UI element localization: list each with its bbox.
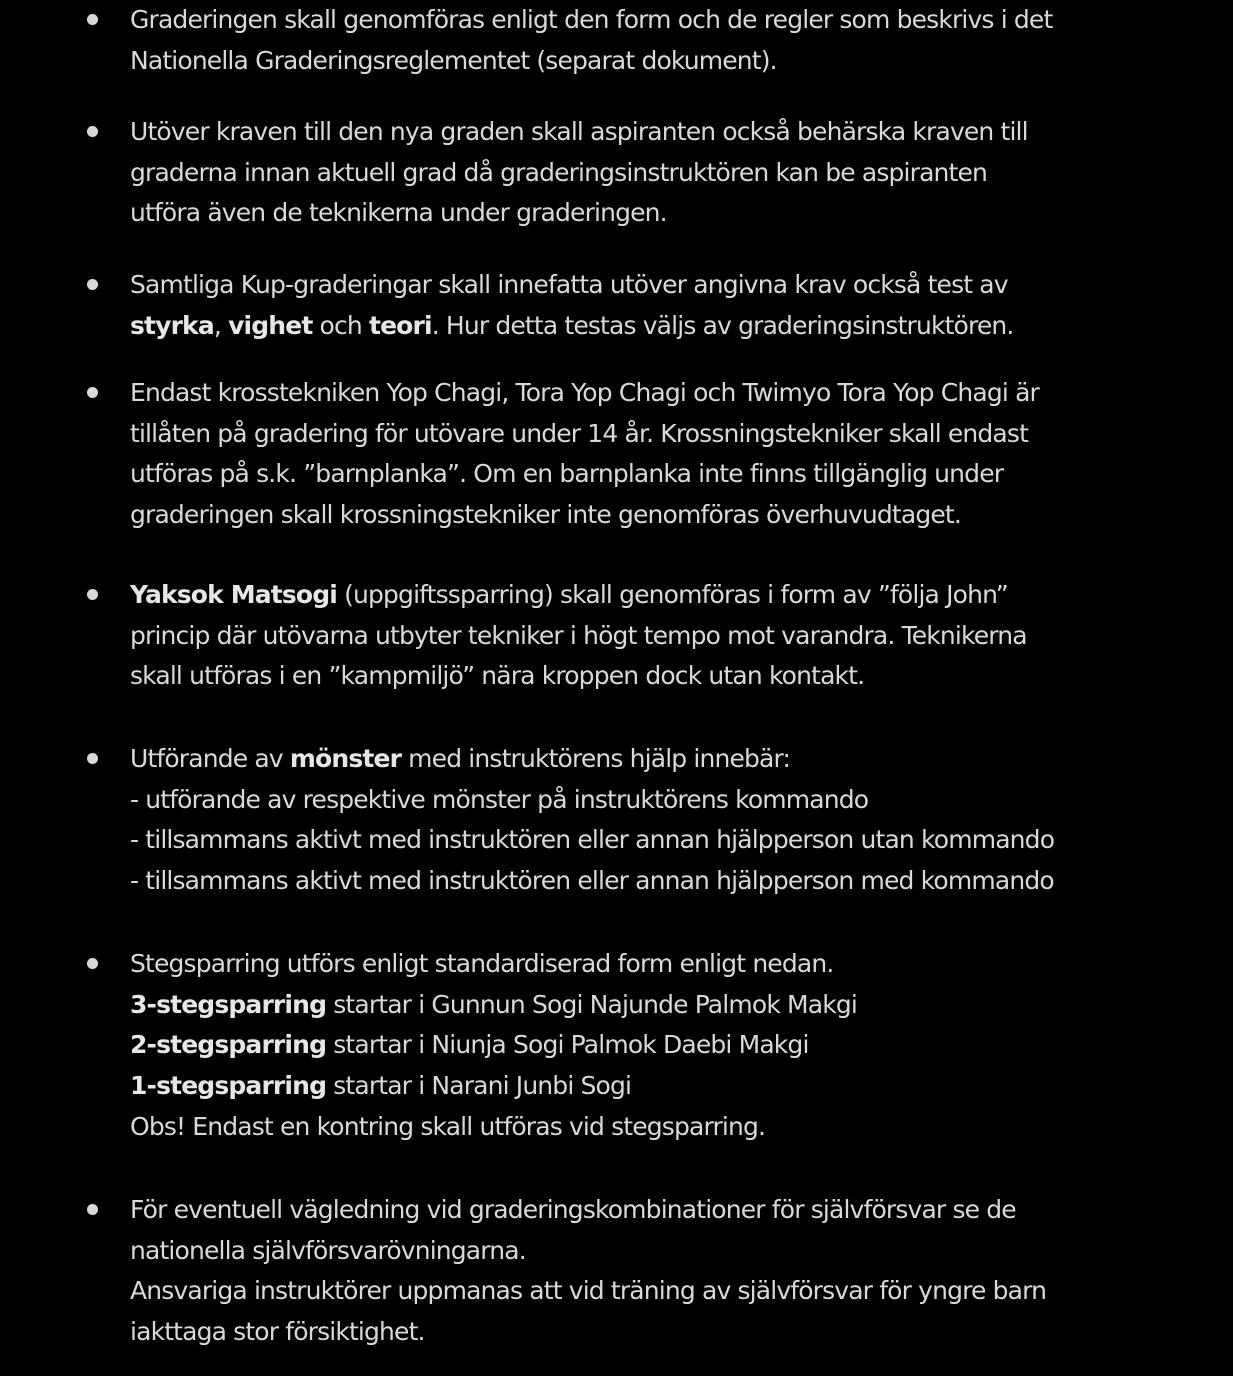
text-segment: iakttaga stor försiktighet. [130, 1317, 425, 1347]
text-line [130, 1066, 1220, 1107]
text-segment: , [213, 310, 229, 340]
text-line [130, 985, 1220, 1026]
text-line [130, 656, 1220, 697]
text-line [130, 1312, 1220, 1353]
bullet-dot-icon [87, 126, 98, 137]
text-line [130, 41, 1220, 82]
text-line [130, 373, 1220, 414]
bullet-dot-icon [87, 753, 98, 764]
bold-term: teori [368, 310, 432, 340]
text-segment: Endast krosstekniken Yop Chagi, Tora Yop Chagi och Twimyo Tora Yop Chagi är [130, 378, 1039, 407]
bullet-item [130, 112, 1220, 234]
bullet-item [130, 739, 1220, 902]
text-segment: . Hur detta testas väljs av graderingsinstruktören. [431, 310, 1014, 340]
bold-term: mönster [289, 744, 402, 773]
text-segment: graderna innan aktuell grad då graderingsinstruktören kan be aspiranten [130, 157, 988, 187]
text-line [130, 1107, 1220, 1148]
text-line [130, 306, 1220, 347]
text-segment: startar i Niunja Sogi Palmok Daebi Makgi [326, 1030, 809, 1060]
text-segment: princip där utövarna utbyter tekniker i högt tempo mot varandra. Teknikerna [130, 620, 1027, 650]
text-segment: skall utföras i en ”kampmiljö” nära kroppen dock utan kontakt. [130, 661, 865, 691]
bullet-dot-icon [87, 14, 98, 25]
text-line [130, 454, 1220, 495]
text-segment: utföra även de teknikerna under graderingen. [130, 198, 667, 228]
text-line [130, 1271, 1220, 1312]
text-segment: (uppgiftssparring) skall genomföras i form av ”följa John” [337, 580, 1008, 609]
text-line [130, 265, 1220, 306]
bullet-item [130, 944, 1220, 1148]
text-line [130, 414, 1220, 455]
text-line [130, 944, 1220, 985]
bold-term: 1-stegsparring [130, 1071, 327, 1101]
text-segment: Utöver kraven till den nya graden skall aspiranten också behärska kraven till [130, 117, 1028, 146]
text-line [130, 1190, 1220, 1231]
text-segment: - tillsammans aktivt med instruktören eller annan hjälpperson med kommando [130, 866, 1054, 896]
bullet-dot-icon [87, 1204, 98, 1215]
bold-term: 2-stegsparring [130, 1030, 327, 1060]
text-segment: nationella självförsvarövningarna. [130, 1235, 526, 1265]
bullet-item [130, 373, 1220, 536]
text-segment: Utförande av [130, 744, 290, 773]
bullet-item [130, 265, 1220, 346]
text-line [130, 112, 1220, 153]
bold-term: styrka [130, 310, 214, 340]
text-segment: startar i Gunnun Sogi Najunde Palmok Makgi [326, 989, 857, 1019]
text-segment: Ansvariga instruktörer uppmanas att vid träning av självförsvar för yngre barn [130, 1276, 1047, 1306]
text-segment: Graderingen skall genomföras enligt den form och de regler som beskrivs i det [130, 5, 1053, 34]
text-segment: och [312, 310, 369, 340]
text-line [130, 495, 1220, 536]
bullet-dot-icon [87, 958, 98, 969]
bold-term: vighet [228, 310, 313, 340]
text-segment: Obs! Endast en kontring skall utföras vid stegsparring. [130, 1111, 766, 1141]
text-line [130, 820, 1220, 861]
text-line [130, 575, 1220, 616]
text-line [130, 780, 1220, 821]
text-segment: graderingen skall krossningstekniker inte genomföras överhuvudtaget. [130, 500, 961, 530]
bullet-item [130, 575, 1220, 697]
bullet-dot-icon [87, 387, 98, 398]
text-line [130, 153, 1220, 194]
text-segment: tillåten på gradering för utövare under 14 år. Krossningstekniker skall endast [130, 418, 1029, 448]
bold-term: 3-stegsparring [130, 989, 327, 1019]
bullet-dot-icon [87, 589, 98, 600]
bullet-dot-icon [87, 279, 98, 290]
text-segment: Stegsparring utförs enligt standardiserad form enligt nedan. [130, 949, 834, 978]
text-segment: För eventuell vägledning vid graderingskombinationer för självförsvar se de [130, 1195, 1016, 1224]
bullet-item [130, 1190, 1220, 1353]
bullet-item [130, 0, 1220, 81]
text-line [130, 861, 1220, 902]
text-line [130, 1231, 1220, 1272]
bold-term: Yaksok Matsogi [130, 580, 338, 609]
text-segment: Nationella Graderingsreglementet (separat dokument). [130, 45, 777, 75]
text-line [130, 1025, 1220, 1066]
text-line [130, 616, 1220, 657]
text-segment: startar i Narani Junbi Sogi [326, 1071, 632, 1101]
text-segment: med instruktörens hjälp innebär: [401, 744, 791, 773]
text-segment: Samtliga Kup-graderingar skall innefatta utöver angivna krav också test av [130, 270, 1008, 299]
text-line [130, 739, 1220, 780]
text-segment: utföras på s.k. ”barnplanka”. Om en barnplanka inte finns tillgänglig under [130, 459, 1004, 489]
text-line [130, 0, 1220, 41]
text-line [130, 193, 1220, 234]
text-segment: - utförande av respektive mönster på instruktörens kommando [130, 784, 869, 814]
text-segment: - tillsammans aktivt med instruktören eller annan hjälpperson utan kommando [130, 825, 1055, 855]
